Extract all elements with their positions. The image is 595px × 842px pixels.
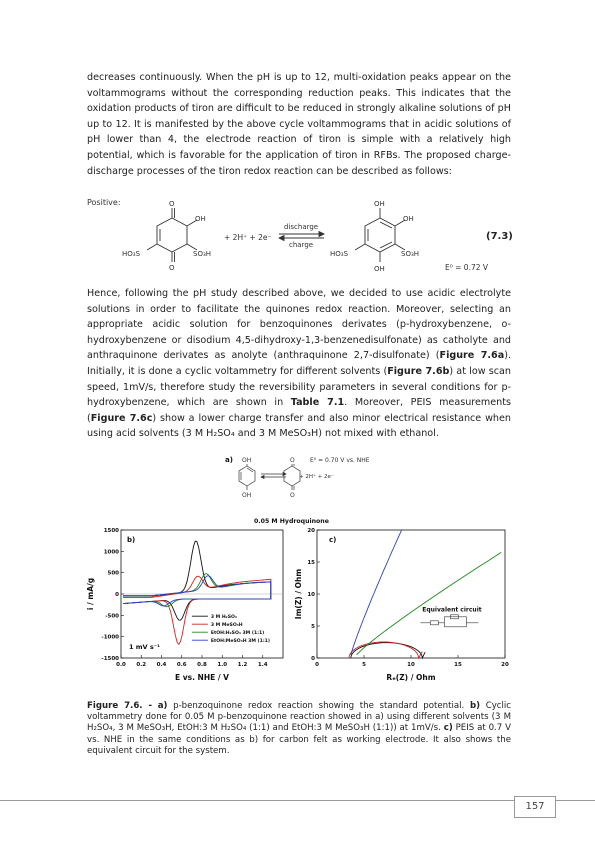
figure-plots <box>85 525 525 695</box>
equilibrium-arrow-icon <box>279 232 324 241</box>
panel-c-y-tick-label: 15 <box>307 560 315 566</box>
panel-c-y-tick-label: 20 <box>307 528 315 534</box>
hq-so3h: SO₃H <box>401 250 420 258</box>
panel-b-ticks <box>101 528 267 668</box>
panel-b-scan-rate: 1 mV s⁻¹ <box>129 643 160 651</box>
panel-b-legend-label: EtOH:H₂SO₄ 3M (1:1) <box>210 631 265 637</box>
panel-c-x-tick-label: 10 <box>407 662 415 668</box>
quinone-oxygen-top: O <box>169 200 175 208</box>
tiron-hydroquinone-structure <box>355 208 405 262</box>
charge-label: charge <box>289 241 314 249</box>
figure-caption <box>87 701 511 757</box>
equilibrium-arrow-icon <box>261 473 286 479</box>
benzoquinone-structure <box>284 464 300 490</box>
caption-a: a) <box>157 701 168 711</box>
panel-c-x-tick-label: 0 <box>315 662 319 668</box>
panel-b-y-tick-label: -500 <box>105 613 119 620</box>
figure-7-6c-ref: Figure 7.6c <box>90 412 153 424</box>
panel-b-legend-label: 3 M H₂SO₄ <box>210 615 237 621</box>
panel-b-legend-label: EtOH:MeSO₃H 3M (1:1) <box>210 639 270 645</box>
panel-b-x-tick-label: 0.6 <box>176 662 187 668</box>
equivalent-circuit-icon <box>420 615 478 627</box>
panel-b-y-tick-label: 1000 <box>103 549 119 556</box>
caption-b: b) <box>469 701 481 711</box>
paragraph-2-text-1: Hence, following the pH study described above, we decided to use acidic electrolyte solutions in order to facilitate the quinones redox reaction. Moreover, selecting an appropriate acidic solution for benzoquinones derivates (p-hydroxybenzene, o-hydroxybenzene or disodium 4,5-dihydroxy-1,3-benzenedisulfonate) as catholyte and anthraquinone derivates as anolyte (anthraquinone 2,7-disulfonate) ( <box>87 288 511 362</box>
hydroquinone-structure <box>239 464 255 490</box>
paragraph-2-text-4: . Moreover, PEIS measurements ( <box>87 397 511 424</box>
panel-b-x-tick-label: 1.0 <box>217 662 228 668</box>
panel-b-series-line-0 <box>123 541 271 620</box>
footer-rule-right <box>556 800 595 801</box>
paragraph-2-text-3: ) at low scan speed, 1mV/s, therefore study the reversibility parameters in several conditions for p-hydroxybenzene, which are shown in <box>87 365 511 409</box>
panel-b-x-tick-label: 0.0 <box>116 662 126 668</box>
panel-b-legend <box>192 614 270 644</box>
figure-a-hydroquinone-scheme <box>225 452 375 530</box>
footer-rule-left <box>0 800 514 801</box>
panel-c-series-line-1 <box>349 642 422 658</box>
panel-b-y-tick-label: 0 <box>115 592 119 598</box>
standard-potential: E⁰ = 0.72 V <box>445 263 489 272</box>
panel-c-series-line-2 <box>357 552 502 654</box>
hq-ho3s: HO₃S <box>330 250 349 258</box>
panel-b-x-tick-label: 0.4 <box>156 662 167 668</box>
fig-a-oh-top: OH <box>242 457 252 464</box>
hq-oh-top: OH <box>374 200 385 208</box>
equivalent-circuit-label: Equivalent circuit <box>422 606 482 614</box>
panel-b-x-tick-label: 0.2 <box>136 662 147 668</box>
fig-a-o-top: O <box>290 457 295 464</box>
caption-text-2: Cyclic voltammetry done for 0.05 M p-benzoquinone reaction showed in a) using different solvents (3 M H₂SO₄, 3 M MeSO₃H, EtOH:3 M H₂SO₄ (1:1) and EtOH:3 M MeSO₃H (1:1)) at 1mV/s. <box>87 701 512 734</box>
panel-c-x-tick-label: 20 <box>501 662 509 668</box>
hq-oh-right: OH <box>403 215 414 223</box>
tiron-quinone-structure <box>147 208 197 262</box>
page-number: 157 <box>514 796 556 818</box>
panel-c-y-tick-label: 10 <box>307 592 315 598</box>
panel-b-y-tick-label: -1500 <box>101 656 119 662</box>
caption-text-1: p-benzoquinone redox reaction showing the standard potential. <box>167 701 470 711</box>
panel-b-curves <box>123 541 271 644</box>
paragraph-2-text-5: ) show a lower charge transfer and also minor electrical resistance when using acid solvents (3 M H₂SO₄ and 3 M MeSO₃H) not mixed with ethanol. <box>87 412 511 440</box>
caption-text-3: PEIS at 0.7 V vs. NHE in the same conditions as b) for carbon felt as working electrode. It also shows the equivalent circuit for the system. <box>87 723 511 756</box>
panel-b-x-tick-label: 0.8 <box>197 662 207 668</box>
panel-b-y-tick-label: -1000 <box>101 634 119 641</box>
quinone-oxygen-bottom: O <box>169 264 175 272</box>
panel-b-y-axis-label: i / mA/g <box>86 577 95 611</box>
fig-a-title: 0.05 M Hydroquinone <box>254 518 329 525</box>
tiron-reaction-scheme <box>87 196 517 274</box>
panel-c-y-tick-label: 0 <box>311 656 315 662</box>
panel-c-x-tick-label: 5 <box>362 662 366 668</box>
panel-c-y-axis-label: Im(Z) / Ohm <box>294 568 303 620</box>
fig-a-o-bottom: O <box>290 492 295 499</box>
discharge-label: discharge <box>284 223 319 231</box>
panel-c-chart <box>294 528 509 682</box>
fig-a-oh-bottom: OH <box>242 492 252 499</box>
panel-b-x-tick-label: 1.4 <box>257 662 268 668</box>
panel-c-y-tick-label: 5 <box>311 624 315 630</box>
panel-b-label: b) <box>127 536 136 544</box>
panel-b-chart <box>86 528 283 682</box>
panel-c-curves <box>349 530 501 658</box>
positive-label: Positive: <box>87 198 121 207</box>
circuit-resistor <box>430 621 438 625</box>
fig-a-potential: E⁰ = 0.70 V vs. NHE <box>310 457 370 464</box>
fig-a-reagents: + 2H⁺ + 2e⁻ <box>299 474 334 480</box>
circuit-parallel-block <box>444 617 466 627</box>
hq-oh-bottom: OH <box>374 265 385 273</box>
panel-b-legend-label: 3 M MeSO₃H <box>210 623 243 629</box>
panel-b-y-tick-label: 1500 <box>103 528 119 534</box>
table-7-1-ref: Table 7.1 <box>290 397 345 409</box>
panel-c-series-line-3 <box>351 530 402 655</box>
caption-label: Figure 7.6. - <box>87 701 153 711</box>
panel-c-frame <box>317 530 505 658</box>
panel-b-series-line-3 <box>123 576 271 606</box>
panel-a-label: a) <box>225 456 233 464</box>
body-paragraph-2 <box>87 286 511 442</box>
quinone-so3h: SO₃H <box>193 250 212 258</box>
panel-c-label: c) <box>329 536 337 544</box>
panel-c-x-axis-label: Rₑ(Z) / Ohm <box>386 673 436 682</box>
figure-7-6a-ref: Figure 7.6a <box>439 350 505 362</box>
panel-b-x-axis-label: E vs. NHE / V <box>175 673 229 682</box>
panel-b-x-tick-label: 1.2 <box>237 662 248 668</box>
reaction-reagents: + 2H⁺ + 2e⁻ <box>224 233 272 242</box>
panel-b-y-tick-label: 500 <box>107 570 119 577</box>
quinone-ho3s: HO₃S <box>122 250 141 258</box>
body-paragraph-1: decreases continuously. When the pH is up to 12, multi-oxidation peaks appear on the voltammograms without the corresponding reduction peaks. This indicates that the oxidation products of tiron are difficult to be reduced in strongly alkaline solutions of pH up to 12. It is manifested by the above cycle voltammograms that in acidic solutions of pH lower than 4, the electrode reaction of tiron is simple with a relatively high potential, which is favorable for the application of tiron in RFBs. The proposed charge-discharge processes of the tiron redox reaction can be described as follows: <box>87 72 511 177</box>
equation-number: (7.3) <box>486 231 513 242</box>
quinone-oh: OH <box>195 215 206 223</box>
paragraph-2-text-2: ). Initially, it is done a cyclic voltammetry for different solvents ( <box>87 350 511 377</box>
caption-c: c) <box>443 723 453 734</box>
panel-c-x-tick-label: 15 <box>454 662 462 668</box>
figure-7-6b-ref: Figure 7.6b <box>387 365 450 377</box>
